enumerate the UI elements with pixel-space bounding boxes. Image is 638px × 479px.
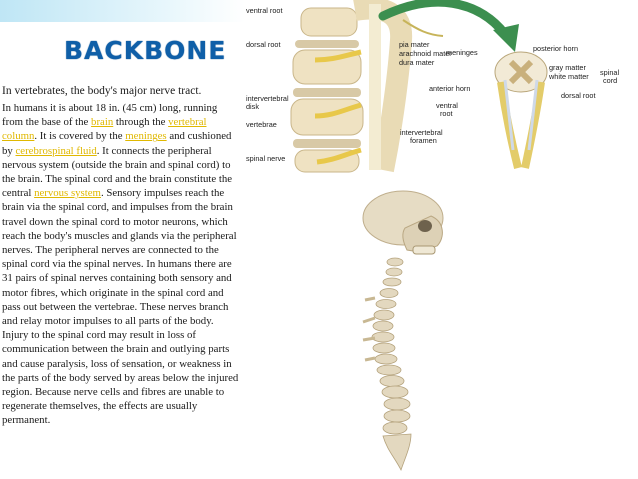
text-run: through the xyxy=(113,116,169,129)
link-brain[interactable]: brain xyxy=(91,116,114,129)
link-meninges[interactable]: meninges xyxy=(125,130,167,143)
label-posterior-horn: posterior horn xyxy=(533,44,579,53)
header-band xyxy=(0,0,245,22)
label-ventral-root-cross-2: root xyxy=(440,109,453,118)
label-dorsal-root: dorsal root xyxy=(246,40,281,49)
label-ventral-root-cross: ventral xyxy=(436,101,458,110)
text-run: . It is covered by the xyxy=(34,130,126,143)
label-intervertebral-foramen-2: foramen xyxy=(410,136,437,145)
label-dura-mater: dura mater xyxy=(399,58,435,67)
label-white-matter: white matter xyxy=(549,72,589,81)
text-run: In humans it is about 18 in. (45 cm) long, running from the base of the xyxy=(2,102,218,129)
skull-spine-illustration xyxy=(345,188,475,479)
label-intervertebral-disk: intervertebral xyxy=(246,94,289,103)
label-ventral-root: ventral root xyxy=(246,6,283,15)
label-intervertebral-disk-2: disk xyxy=(246,102,259,111)
label-anterior-horn: anterior horn xyxy=(429,84,471,93)
text-run: and cushioned by xyxy=(2,130,232,157)
label-spinal-nerve: spinal nerve xyxy=(246,154,286,163)
link-vertebral-column[interactable]: vertebral column xyxy=(2,116,207,143)
label-intervertebral-foramen: intervertebral xyxy=(400,128,443,137)
label-gray-matter: gray matter xyxy=(549,63,586,72)
text-run: . It connects the peripheral nervous system (outside the brain and spinal cord) to the brain. The spinal cord and the brain constitute the central xyxy=(2,144,233,200)
link-nervous-system[interactable]: nervous system xyxy=(34,187,101,200)
label-spinal-cord-2: cord xyxy=(603,76,618,85)
body-text xyxy=(2,101,240,428)
label-dorsal-root-cross: dorsal root xyxy=(561,91,596,100)
text-run: . Sensory impulses reach the brain via the spinal cord, and impulses from the brain travel down the spinal cord to motor neurons, which reach the body's muscles and glands via the peripheral nerves. The peripheral nerves are connected to the spinal cord via the spinal nerves. In humans there are 31 pairs of spinal nerves containing both sensory and motor fibres, which originate in the spinal cord and pass out between the vertebrae. These nerves branch and relay motor impulses to all parts of the body. Injury to the spinal cord may result in loss of communication between the brain and outlying parts and cause paralysis, loss of sensation, or weakness in the parts of the body served by areas below the injured region. Because nerve cells and fibres are unable to regenerate themselves, the effects are usually permanent. xyxy=(2,187,239,427)
label-arachnoid-mater: arachnoid mater xyxy=(399,49,452,58)
label-pia-mater: pia mater xyxy=(399,40,430,49)
slide-subtitle: In vertebrates, the body's major nerve tract. xyxy=(2,85,202,97)
link-cerebrospinal-fluid[interactable]: cerebrospinal fluid xyxy=(15,144,97,157)
vertebral-column-illustration xyxy=(291,4,443,172)
label-spinal-cord: spinal xyxy=(600,68,620,77)
spinal-cord-diagram xyxy=(243,0,638,173)
slide-title: BACKBONE xyxy=(64,36,227,65)
label-vertebrae: vertebrae xyxy=(246,120,277,129)
spinal-cord-cross-section xyxy=(495,52,547,168)
label-meninges: meninges xyxy=(446,48,478,57)
